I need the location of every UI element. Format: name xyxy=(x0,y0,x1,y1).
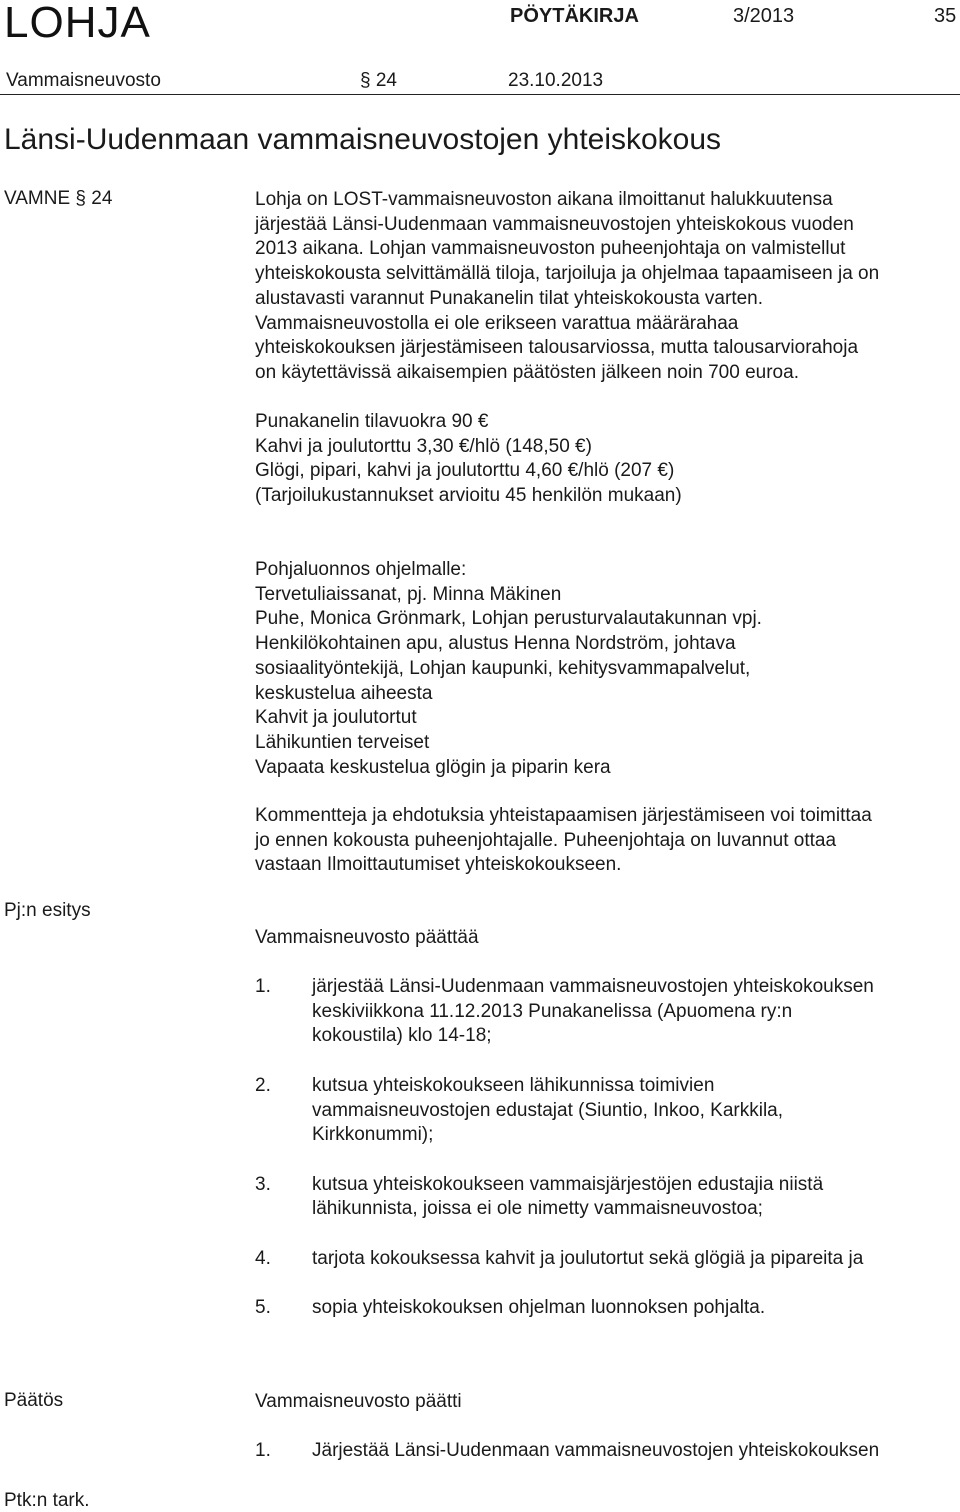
intro-line: alustavasti varannut Punakanelin tilat yhteiskokousta varten. xyxy=(255,287,764,309)
item-line: Järjestää Länsi-Uudenmaan vammaisneuvostojen yhteiskokouksen xyxy=(312,1440,880,1461)
decision-label: Päätös xyxy=(4,1390,64,1411)
comments-paragraph xyxy=(255,804,872,878)
proposal-item xyxy=(255,975,874,1049)
program-line: sosiaalityöntekijä, Lohjan kaupunki, kehitysvammapalvelut, xyxy=(255,657,751,679)
item-line: Kirkkonummi); xyxy=(312,1124,434,1146)
proposal-item xyxy=(255,1296,874,1321)
cost-line: (Tarjoilukustannukset arvioitu 45 henkilön mukaan) xyxy=(255,485,682,507)
document-number: 3/2013 xyxy=(733,5,795,27)
cost-line: Punakanelin tilavuokra 90 € xyxy=(255,411,489,432)
document-type: PÖYTÄKIRJA xyxy=(510,5,639,27)
proposal-item xyxy=(255,1247,874,1272)
comments-line: jo ennen kokousta puheenjohtajalle. Puheenjohtaja on luvannut ottaa xyxy=(255,829,837,851)
item-number: 1. xyxy=(255,1440,271,1461)
item-number: 1. xyxy=(255,976,271,997)
lohja-logo: LOHJA xyxy=(4,0,151,47)
section-number: § 24 xyxy=(360,70,397,91)
program-line: Vapaata keskustelua glögin ja piparin kera xyxy=(255,756,611,778)
program-heading: Pohjaluonnos ohjelmalle: xyxy=(255,559,467,580)
comments-line: vastaan Ilmoittautumiset yhteiskokoukseen. xyxy=(255,854,622,876)
item-line: vammaisneuvostojen edustajat (Siuntio, Inkoo, Karkkila, xyxy=(312,1099,784,1121)
item-number: 4. xyxy=(255,1247,271,1269)
item-number: 2. xyxy=(255,1074,271,1096)
header-divider xyxy=(0,94,960,95)
section-reference: VAMNE § 24 xyxy=(4,188,113,209)
item-line: järjestää Länsi-Uudenmaan vammaisneuvostojen yhteiskokouksen xyxy=(312,976,874,997)
intro-line: yhteiskokouksen järjestämiseen talousarviossa, mutta talousarviorahoja xyxy=(255,337,859,359)
program-line: Tervetuliaissanat, pj. Minna Mäkinen xyxy=(255,583,562,605)
proposal-label: Pj:n esitys xyxy=(4,900,91,921)
cost-list xyxy=(255,410,682,509)
item-line: sopia yhteiskokouksen ohjelman luonnoksen pohjalta. xyxy=(312,1297,766,1319)
intro-line: 2013 aikana. Lohjan vammaisneuvoston puheenjohtaja on valmistellut xyxy=(255,238,846,260)
item-number: 5. xyxy=(255,1297,271,1319)
page-number: 35 xyxy=(934,5,957,27)
program-line: Kahvit ja joulutortut xyxy=(255,707,417,729)
item-line: lähikunnista, joissa ei ole nimetty vammaisneuvostoa; xyxy=(312,1198,763,1220)
intro-line: on käytettävissä aikaisempien päätösten jälkeen noin 700 euroa. xyxy=(255,361,799,383)
intro-line: Lohja on LOST-vammaisneuvoston aikana ilmoittanut halukkuutensa xyxy=(255,189,833,210)
minutes-checked-label: Ptk:n tark. xyxy=(4,1490,90,1511)
intro-line: Vammaisneuvostolla ei ole erikseen varattua määrärahaa xyxy=(255,312,739,334)
intro-line: järjestää Länsi-Uudenmaan vammaisneuvostojen yhteiskokous vuoden xyxy=(255,213,854,235)
proposal-heading: Vammaisneuvosto päättää xyxy=(255,927,479,948)
intro-paragraph xyxy=(255,188,879,386)
program-line: Lähikuntien terveiset xyxy=(255,731,430,753)
item-line: keskiviikkona 11.12.2013 Punakanelissa (Apuomena ry:n xyxy=(312,1000,793,1022)
proposal-list xyxy=(255,975,874,1321)
proposal-item xyxy=(255,1074,874,1148)
item-line: kutsua yhteiskokoukseen vammaisjärjestöjen edustajia niistä xyxy=(312,1173,824,1195)
cost-line: Kahvi ja joulutorttu 3,30 €/hlö (148,50 €) xyxy=(255,435,592,457)
issuing-body: Vammaisneuvosto xyxy=(6,70,161,91)
program-line: Henkilökohtainen apu, alustus Henna Nordström, johtava xyxy=(255,633,736,655)
item-number: 3. xyxy=(255,1173,271,1195)
program-line: keskustelua aiheesta xyxy=(255,682,433,704)
program-line: Puhe, Monica Grönmark, Lohjan perusturvalautakunnan vpj. xyxy=(255,608,762,630)
intro-line: yhteiskokousta selvittämällä tiloja, tarjoiluja ja ohjelmaa tapaamiseen ja on xyxy=(255,263,880,285)
item-line: tarjota kokouksessa kahvit ja joulutortut sekä glögiä ja pipareita ja xyxy=(312,1247,864,1269)
cost-line: Glögi, pipari, kahvi ja joulutorttu 4,60 €/hlö (207 €) xyxy=(255,460,675,482)
program-draft xyxy=(255,558,762,780)
item-line: kokoustila) klo 14-18; xyxy=(312,1025,492,1047)
proposal-item xyxy=(255,1173,874,1222)
page-title: Länsi-Uudenmaan vammaisneuvostojen yhteiskokous xyxy=(4,123,722,156)
decision-item xyxy=(255,1439,879,1464)
decision-heading: Vammaisneuvosto päätti xyxy=(255,1391,462,1412)
decision-list xyxy=(255,1439,879,1464)
comments-line: Kommentteja ja ehdotuksia yhteistapaamisen järjestämiseen voi toimittaa xyxy=(255,805,872,826)
meeting-date: 23.10.2013 xyxy=(508,70,604,91)
item-line: kutsua yhteiskokoukseen lähikunnissa toimivien xyxy=(312,1074,715,1096)
